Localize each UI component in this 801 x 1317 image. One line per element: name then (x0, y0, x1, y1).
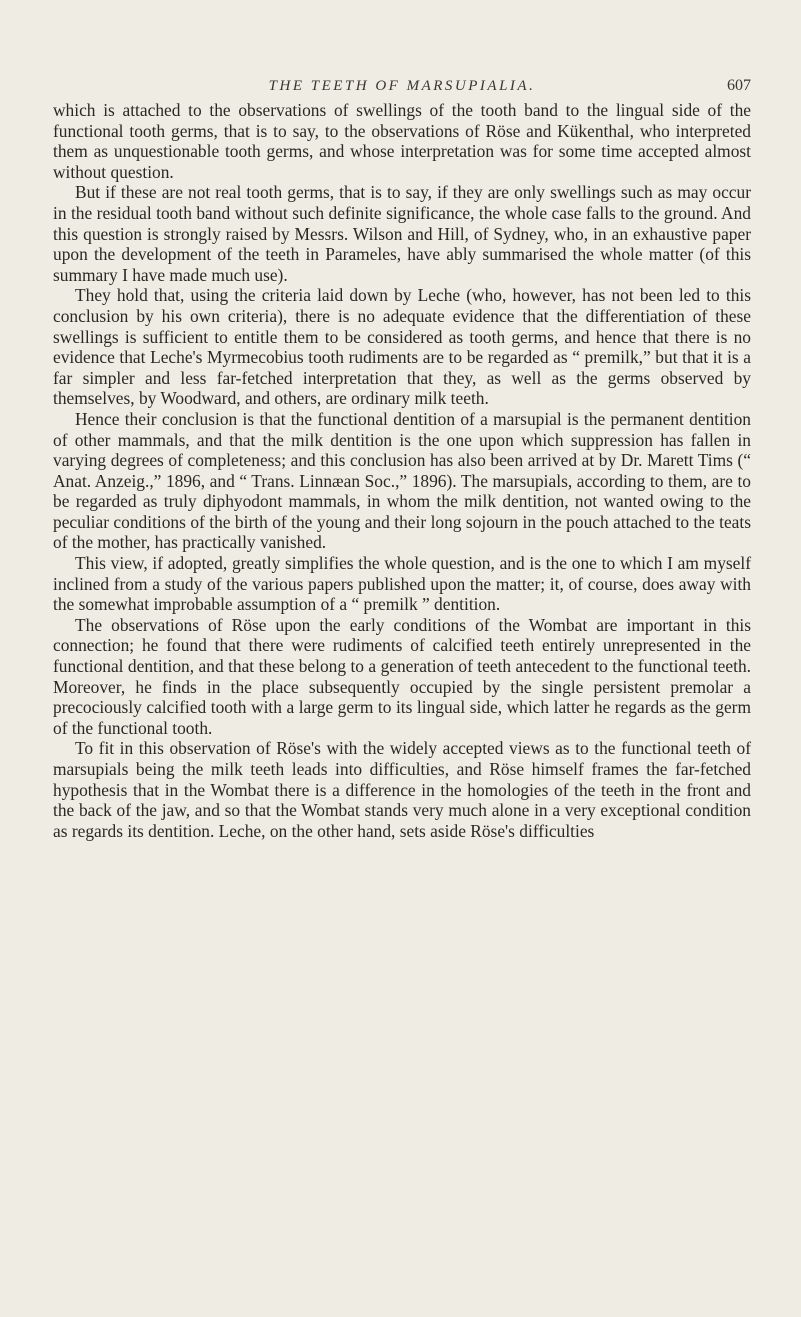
paragraph: Hence their conclusion is that the functional dentition of a marsupial is the permanent dentition of other mammals, and that the milk dentition is the one upon which suppression has fallen in varying degrees of completeness; and this conclusion has also been arrived at by Dr. Marett Tims (“ Anat. Anzeig.,” 1896, and “ Trans. Linnæan Soc.,” 1896). The marsupials, according to them, are to be regarded as truly diphyodont mammals, in whom the milk dentition, not wanted owing to the peculiar conditions of the birth of the young and their long sojourn in the pouch attached to the teats of the mother, has practically vanished. (53, 408, 751, 553)
paragraph: But if these are not real tooth germs, that is to say, if they are only swellings such as may occur in the residual tooth band without such definite significance, the whole case falls to the ground. And this question is strongly raised by Messrs. Wilson and Hill, of Sydney, who, in an exhaustive paper upon the development of the teeth in Parameles, have ably summarised the whole matter (of this summary I have made much use). (53, 182, 751, 285)
page-number: 607 (727, 77, 751, 94)
running-head (53, 68, 751, 100)
paragraph: To fit in this observation of Röse's with the widely accepted views as to the functional teeth of marsupials being the milk teeth leads into difficulties, and Röse himself frames the far-fetched hypothesis that in the Wombat there is a difference in the homologies of the teeth in the front and the back of the jaw, and so that the Wombat stands very much alone in a very exceptional condition as regards its dentition. Leche, on the other hand, sets aside Röse's difficulties (53, 738, 751, 841)
paragraph: They hold that, using the criteria laid down by Leche (who, however, has not been led to this conclusion by his own criteria), there is no adequate evidence that the differentiation of these swellings is sufficient to entitle them to be considered as tooth germs, and hence that there is no evidence that Leche's Myrmecobius tooth rudiments are to be regarded as “ premilk,” but that it is a far simpler and less far-fetched interpretation that they, as well as the germs observed by themselves, by Woodward, and others, are ordinary milk teeth. (53, 285, 751, 409)
running-title: THE TEETH OF MARSUPIALIA. (268, 78, 536, 94)
paragraph-continued: which is attached to the observations of swellings of the tooth band to the lingual side of the functional tooth germs, that is to say, to the observations of Röse and Kükenthal, who interpreted them as unquestionable tooth germs, and whose interpretation was for some time accepted almost without question. (53, 100, 751, 182)
paragraph: The observations of Röse upon the early conditions of the Wombat are important in this connection; he found that there were rudiments of calcified teeth entirely unrepresented in the functional dentition, and that these belong to a generation of teeth antecedent to the functional teeth. Moreover, he finds in the place subsequently occupied by the single persistent premolar a precociously calcified tooth with a large germ to its lingual side, which latter he regards as the germ of the functional tooth. (53, 614, 751, 738)
body-text (53, 100, 751, 841)
paragraph: This view, if adopted, greatly simplifies the whole question, and is the one to which I am myself inclined from a study of the various papers published upon the matter; it, of course, does away with the somewhat improbable assumption of a “ premilk ” dentition. (53, 553, 751, 615)
